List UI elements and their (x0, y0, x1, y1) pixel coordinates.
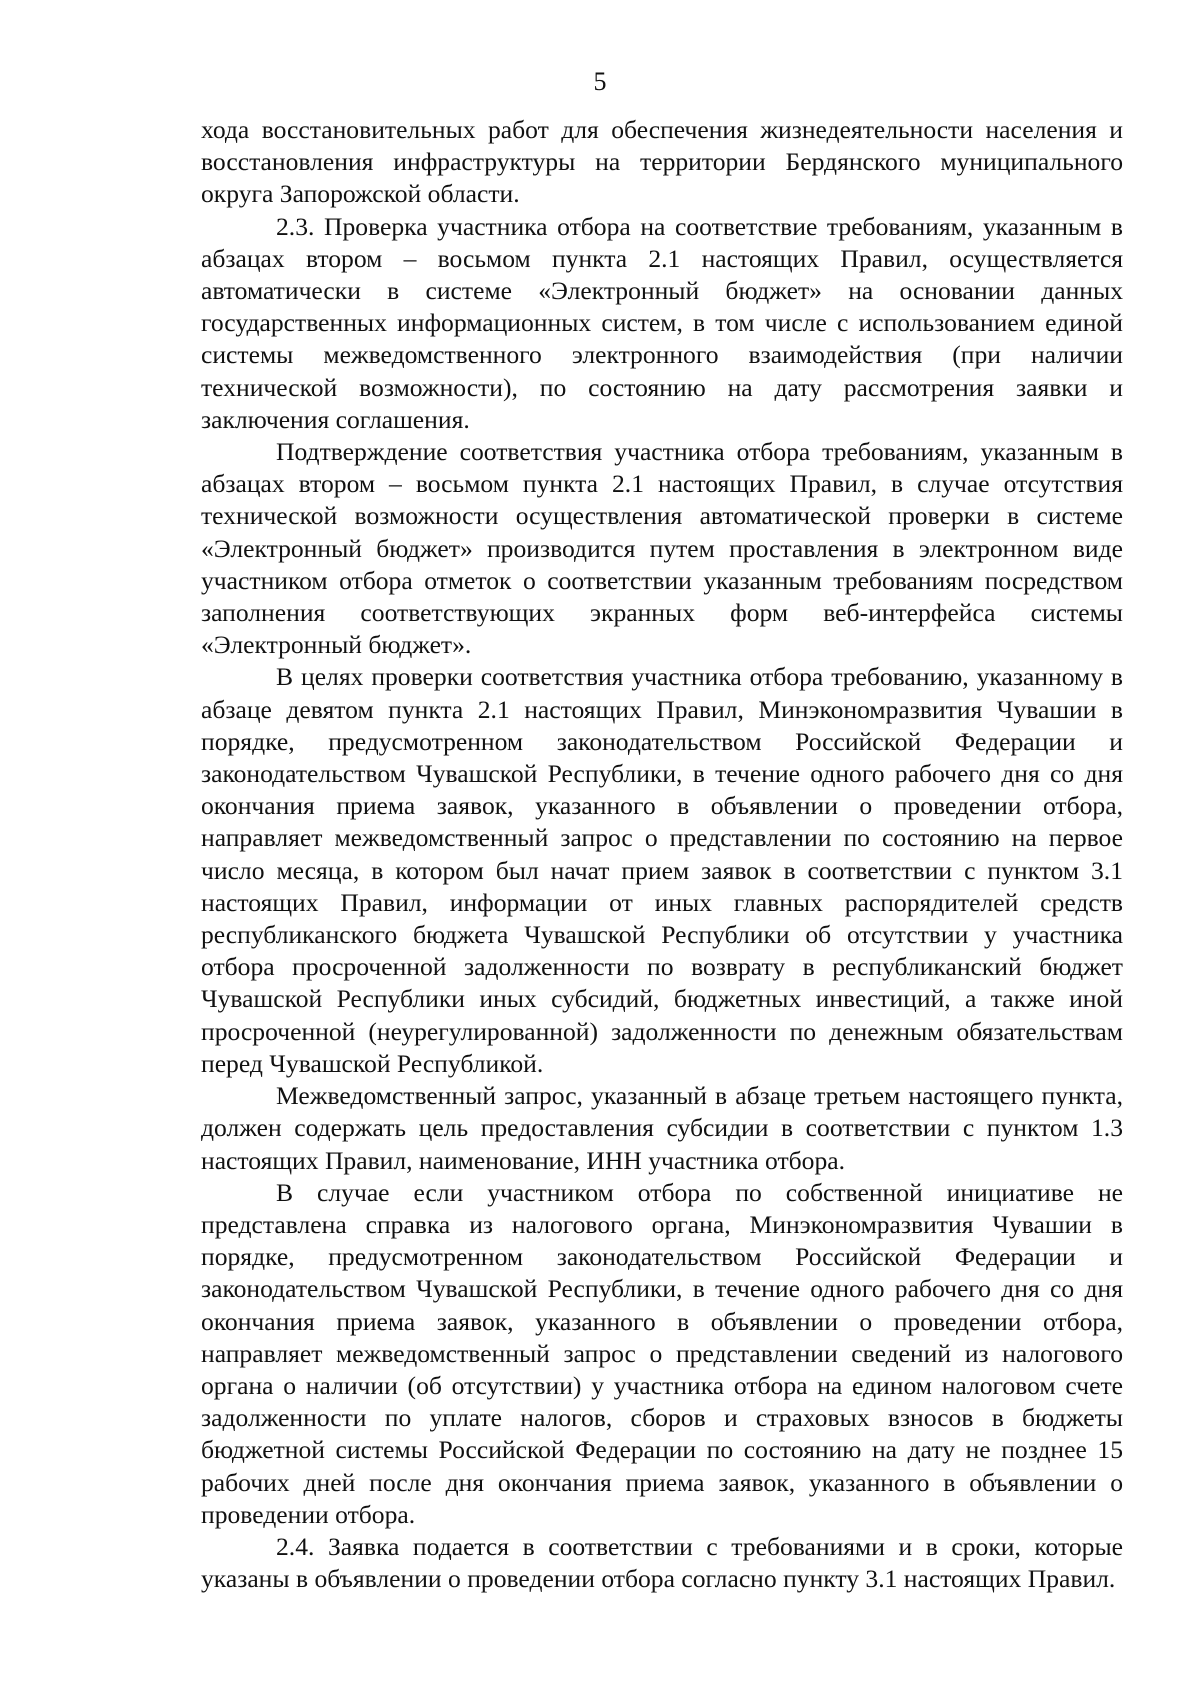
paragraph-interagency-request: Межведомственный запрос, указанный в абзаце третьем настоящего пункта, должен содержать цель предоставления субсидии в соответствии с пунктом 1.3 настоящих Правил, наименование, ИНН участника отбора. (201, 1081, 1123, 1175)
paragraph-continuation: хода восстановительных работ для обеспечения жизнедеятельности населения и восстановления инфраструктуры на территории Бердянского муниципального округа Запорожской области. (201, 115, 1123, 209)
paragraph-confirmation: Подтверждение соответствия участника отбора требованиям, указанным в абзацах втором – восьмом пункта 2.1 настоящих Правил, в случае отсутствия технической возможности осуществления автоматической проверки в системе «Электронный бюджет» производится путем проставления в электронном виде участником отбора отметок о соответствии указанным требованиям посредством заполнения соответствующих экранных форм веб-интерфейса системы «Электронный бюджет». (201, 437, 1123, 660)
paragraph-ninth-abstract-check: В целях проверки соответствия участника отбора требованию, указанному в абзаце девятом пункта 2.1 настоящих Правил, Минэкономразвития Чувашии в порядке, предусмотренном законодательством Российской Федерации и законодательством Чувашской Республики, в течение одного рабочего дня со дня окончания приема заявок, указанного в объявлении о проведении отбора, направляет межведомственный запрос о представлении по состоянию на первое число месяца, в котором был начат прием заявок в соответствии с пунктом 3.1 настоящих Правил, информации от иных главных распорядителей средств республиканского бюджета Чувашской Республики об отсутствии у участника отбора просроченной задолженности по возврату в республиканский бюджет Чувашской Республики иных субсидий, бюджетных инвестиций, а также иной просроченной (неурегулированной) задолженности по денежным обязательствам перед Чувашской Республикой. (201, 662, 1123, 1078)
page-number: 5 (593, 67, 607, 96)
paragraph-2-4: 2.4. Заявка подается в соответствии с требованиями и в сроки, которые указаны в объявлении о проведении отбора согласно пункту 3.1 настоящих Правил. (201, 1531, 1123, 1594)
paragraph-tax-certificate: В случае если участником отбора по собственной инициативе не представлена справка из налогового органа, Минэкономразвития Чувашии в порядке, предусмотренном законодательством Российской Федерации и законодательством Чувашской Республики, в течение одного рабочего дня со дня окончания приема заявок, указанного в объявлении о проведении отбора, направляет межведомственный запрос о представлении сведений из налогового органа о наличии (об отсутствии) у участника отбора на едином налоговом счете задолженности по уплате налогов, сборов и страховых взносов в бюджеты бюджетной системы Российской Федерации по состоянию на дату не позднее 15 рабочих дней после дня окончания приема заявок, указанного в объявлении о проведении отбора. (201, 1177, 1123, 1529)
document-body (201, 114, 1123, 1595)
paragraph-2-3: 2.3. Проверка участника отбора на соответствие требованиям, указанным в абзацах втором – восьмом пункта 2.1 настоящих Правил, осуществляется автоматически в системе «Электронный бюджет» на основании данных государственных информационных систем, в том числе с использованием единой системы межведомственного электронного взаимодействия (при наличии технической возможности), по состоянию на дату рассмотрения заявки и заключения соглашения. (201, 211, 1123, 434)
